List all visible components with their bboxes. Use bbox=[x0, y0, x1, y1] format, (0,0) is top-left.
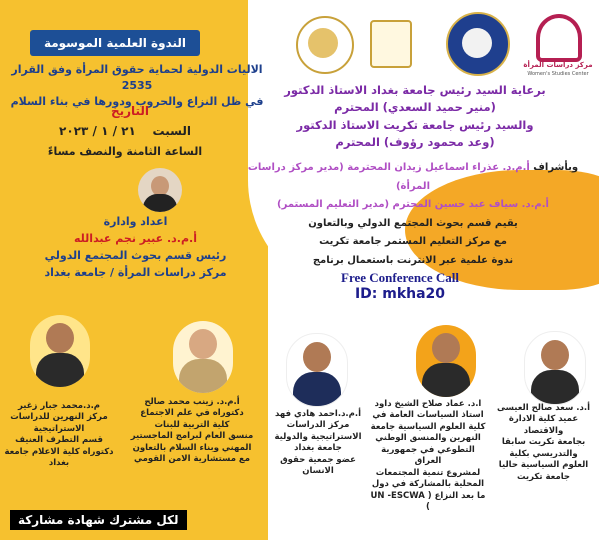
supervision-name1: أ.م.د. عذراء اسماعيل زيدان المحترمة (مدير مركز دراسات المرأة) bbox=[247, 162, 530, 192]
supervision-line4: مع مركز التعليم المستمر جامعة تكريت bbox=[319, 236, 507, 247]
date-day: السبت bbox=[152, 124, 191, 138]
speaker-caption-line: جامعة تكريت bbox=[516, 471, 571, 482]
logo-caption: مركز دراسات المرأة bbox=[523, 61, 593, 69]
patronage-line2: (منير حميد السعدي) المحترم bbox=[334, 100, 496, 115]
speaker-caption-line: مع مستشارية الامن القومي bbox=[134, 454, 250, 465]
speaker-caption-line: كلية التربية للبنات bbox=[154, 419, 230, 430]
speaker-caption bbox=[0, 401, 118, 470]
speaker-photo bbox=[30, 315, 90, 387]
speaker-caption bbox=[118, 397, 266, 466]
speaker-caption-line: استاذ السياسات العامة في bbox=[372, 410, 484, 421]
patronage-block bbox=[250, 82, 580, 151]
speaker-caption-line: أ.م.د.احمد هادي فهد bbox=[274, 409, 362, 419]
organizer-block bbox=[8, 213, 263, 281]
supervision-block bbox=[234, 159, 592, 270]
speaker-caption-line: مركز النهرين للدراسات الاستراتيجية bbox=[10, 412, 108, 434]
meeting-id: ID: mkha20 bbox=[354, 286, 446, 302]
time: الساعة الثامنة والنصف مساءً bbox=[47, 145, 203, 158]
speaker-caption-line: عضو جمعية حقوق الانسان bbox=[280, 454, 356, 477]
speaker-caption-line: ما بعد النزاع ( UN -ESCWA ) bbox=[370, 490, 486, 513]
logo-caption-en: Women's Studies Center bbox=[527, 71, 589, 77]
speaker-caption-line: المهني وبناء السلام بالتعاون bbox=[132, 442, 252, 453]
speaker-caption bbox=[268, 409, 368, 478]
seminar-title-line2: في ظل النزاع والحروب ودورها في بناء السلام bbox=[10, 94, 264, 108]
supervision-line1 bbox=[234, 159, 592, 196]
date-label: التاريخ bbox=[110, 104, 150, 118]
speakers-row bbox=[0, 315, 599, 515]
speaker-caption-line: لمشروع تنمية المجتمعات bbox=[375, 467, 481, 478]
speaker-caption-line: مركز الدراسات bbox=[286, 420, 350, 431]
supervision-prefix: وبأشراف bbox=[533, 162, 579, 173]
speaker-caption bbox=[368, 399, 488, 514]
speaker-caption-line: عميد كلية الادارة والاقتصاد bbox=[508, 414, 579, 436]
speaker-caption-line: دكتوراه كلية الاعلام جامعة بغداد bbox=[4, 446, 114, 469]
speaker-caption-line: م.د.محمد جبار زغير bbox=[17, 401, 101, 411]
supervision-line3: يقيم قسم بحوث المجتمع الدولي وبالتعاون bbox=[308, 217, 518, 229]
speaker-caption-line: كلية العلوم السياسية جامعة bbox=[370, 421, 486, 432]
event-label: الندوة العلمية الموسومة bbox=[30, 30, 200, 56]
supervision-line2: أ.م.د. سياف عبد حسين المحترم (مدير التعليم المستمر) bbox=[277, 199, 549, 210]
seminar-title bbox=[8, 62, 266, 110]
organizer-line1: رئيس قسم بحوث المجتمع الدولي bbox=[44, 249, 227, 263]
speaker-caption-line: جامعة بغداد bbox=[294, 443, 342, 454]
speaker-caption-line: قسم التطرف العنيف bbox=[15, 435, 103, 446]
seminar-title-line1: الاليات الدولية لحماية حقوق المرأة وفق القرار 2535 bbox=[11, 63, 263, 92]
speaker-caption-line: ا.د. عماد صلاح الشيخ داود bbox=[374, 399, 482, 409]
speaker-photo bbox=[416, 325, 476, 397]
speaker-caption-line: أ.م.د. زينب محمد صالح bbox=[144, 397, 240, 407]
speaker-caption-line: الاستراتيجية والدولية bbox=[274, 431, 362, 442]
patronage-line4: (وعد محمود رؤوف) المحترم bbox=[335, 134, 495, 149]
certificate-note: لكل مشترك شهادة مشاركة bbox=[10, 510, 187, 530]
speaker-caption-line: دكتوراه في علم الاجتماع bbox=[140, 408, 244, 419]
organizer-heading: اعداد وادارة bbox=[103, 215, 168, 228]
speaker-caption-line: والتدريسي بكلية bbox=[509, 448, 578, 459]
speaker-caption-line: التطوعي في جمهورية العراق bbox=[381, 444, 475, 467]
speaker-photo bbox=[524, 331, 586, 405]
organizer-photo bbox=[138, 168, 182, 212]
speaker-caption bbox=[488, 403, 599, 483]
organizer-line2: مركز دراسات المرأة / جامعة بغداد bbox=[44, 266, 227, 280]
speaker-photo bbox=[286, 333, 348, 407]
university-emblem-1-icon bbox=[296, 16, 354, 74]
university-emblem-2-icon bbox=[366, 18, 412, 68]
speaker-caption-line: العلوم السياسية حاليا bbox=[498, 460, 589, 471]
date-row bbox=[30, 124, 220, 138]
speaker-caption-line: النهرين والمنسق الوطني bbox=[375, 433, 481, 444]
patronage-line3: والسيد رئيس جامعة تكريت الاستاذ الدكتور bbox=[296, 117, 534, 132]
organizer-name: أ.م.د. عبير نجم عبدالله bbox=[74, 232, 197, 246]
supervision-line5: ندوة علمية عبر الانترنت باستعمال برنامج bbox=[312, 254, 514, 266]
speaker-caption-line: بجامعة تكريت سابقا bbox=[501, 437, 586, 448]
speaker-photo bbox=[173, 321, 233, 393]
university-of-baghdad-icon bbox=[446, 12, 510, 76]
date-value: ٢١ / ١ / ٢٠٢٣ bbox=[59, 124, 136, 138]
speaker-caption-line: أ.د. سعد صالح العيسى bbox=[496, 403, 591, 413]
speaker-caption-line: منسق العام لبرامج الماجستير bbox=[130, 431, 254, 442]
patronage-line1: برعاية السيد رئيس جامعة بغداد الاستاذ الدكتور bbox=[284, 83, 546, 97]
platform-name: Free Conference Call bbox=[341, 270, 459, 285]
speaker-caption-line: المحلية بالمشاركة في دول bbox=[371, 479, 485, 490]
